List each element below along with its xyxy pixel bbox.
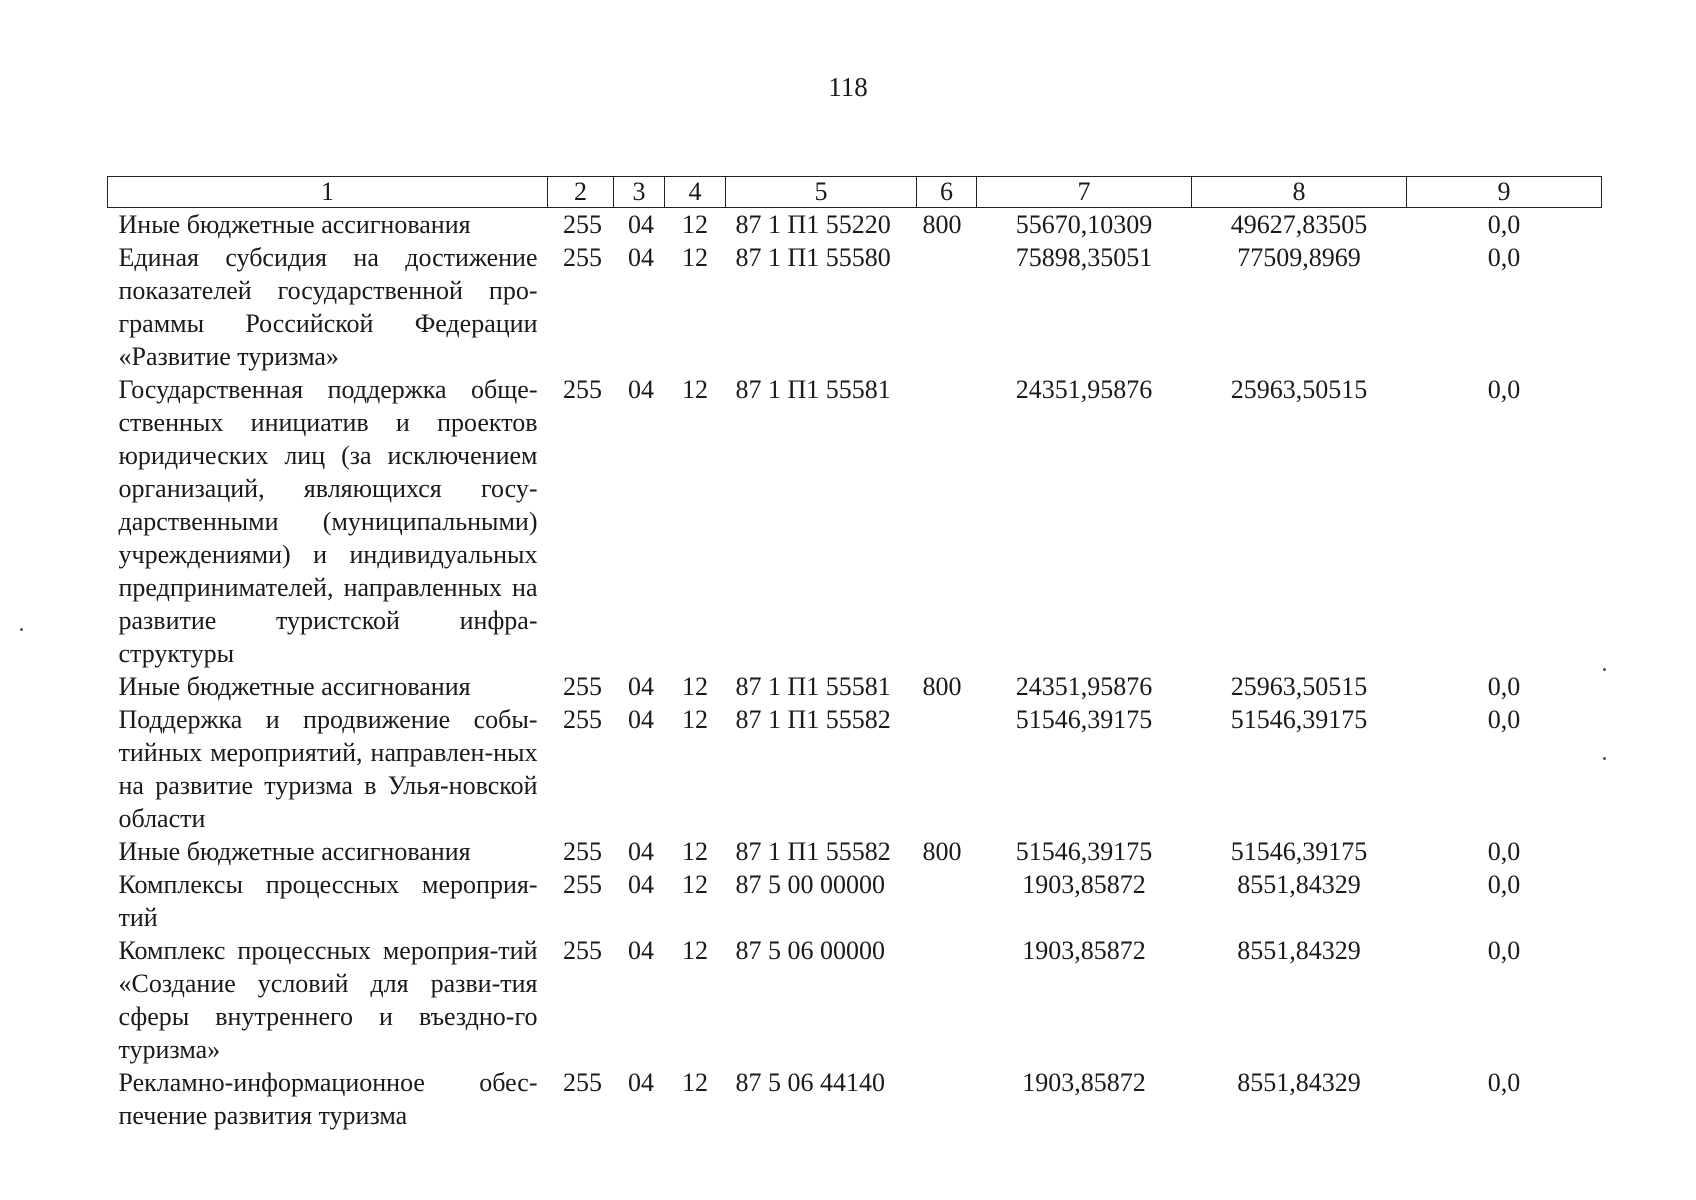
table-cell xyxy=(917,1066,977,1132)
table-cell: 0,0 xyxy=(1487,705,1521,734)
budget-allocation-table xyxy=(107,176,1602,1132)
column-header: 5 xyxy=(726,177,917,208)
table-cell: 75898,35051 xyxy=(1015,243,1153,272)
table-body xyxy=(108,208,1602,1133)
table-cell: 87 1 П1 55220 xyxy=(735,210,891,239)
table-cell: 1903,85872 xyxy=(1022,1068,1146,1097)
table-cell: 04 xyxy=(628,1068,654,1097)
table-cell: 04 xyxy=(628,672,654,701)
table-cell: 04 xyxy=(628,837,654,866)
table-cell: 0,0 xyxy=(1487,210,1521,239)
table-cell: 51546,39175 xyxy=(1230,837,1368,866)
table-cell: 12 xyxy=(682,672,708,701)
table-cell: 8551,84329 xyxy=(1237,870,1361,899)
table-cell: 255 xyxy=(563,870,602,899)
table-cell: 87 1 П1 55582 xyxy=(735,705,891,734)
table-row xyxy=(108,208,1602,242)
table-cell: 0,0 xyxy=(1487,870,1521,899)
table-row xyxy=(108,868,1602,934)
table-cell: 04 xyxy=(628,210,654,239)
row-name: Комплекс процессных мероприя-тий «Создание условий для разви-тия сферы внутреннего и въездно-го туризма» xyxy=(118,936,538,1064)
table-cell xyxy=(917,868,977,934)
table-cell: 24351,95876 xyxy=(1015,375,1153,404)
table-cell: 800 xyxy=(922,837,962,866)
row-name: Государственная поддержка обще-ственных инициатив и проектов юридических лиц (за исключением организаций, являющихся госу-дарственными (муниципальными) учреждениями) и индивидуальных предпринимателей, направленных на развитие туристской инфра-структуры xyxy=(118,375,538,668)
table-cell xyxy=(917,934,977,1066)
table-cell: 87 1 П1 55581 xyxy=(735,375,891,404)
table-cell: 87 5 06 00000 xyxy=(735,936,885,965)
table-cell: 255 xyxy=(563,375,602,404)
table-cell: 0,0 xyxy=(1487,672,1521,701)
table-cell: 12 xyxy=(682,705,708,734)
column-header: 2 xyxy=(548,177,614,208)
table-header xyxy=(108,177,1602,208)
table-cell: 12 xyxy=(682,210,708,239)
table-cell: 04 xyxy=(628,375,654,404)
row-name: Поддержка и продвижение собы-тийных мероприятий, направлен-ных на развитие туризма в Улья-новской области xyxy=(118,705,538,833)
table-cell: 87 1 П1 55582 xyxy=(735,837,891,866)
page-number: 118 xyxy=(828,72,868,102)
table-cell: 0,0 xyxy=(1487,1068,1521,1097)
table-cell: 255 xyxy=(563,1068,602,1097)
column-header: 1 xyxy=(108,177,548,208)
column-header: 6 xyxy=(917,177,977,208)
table-cell xyxy=(917,241,977,373)
scan-speck xyxy=(20,628,23,631)
table-cell: 255 xyxy=(563,672,602,701)
table-row xyxy=(108,703,1602,835)
column-header: 7 xyxy=(977,177,1192,208)
row-name: Комплексы процессных мероприя-тий xyxy=(118,870,538,932)
table-cell: 87 1 П1 55581 xyxy=(735,672,891,701)
table-cell: 12 xyxy=(682,375,708,404)
table-cell: 25963,50515 xyxy=(1230,375,1368,404)
table-cell: 51546,39175 xyxy=(1015,837,1153,866)
table-cell: 04 xyxy=(628,936,654,965)
table-cell: 255 xyxy=(563,243,602,272)
column-header: 3 xyxy=(614,177,665,208)
table-cell: 77509,8969 xyxy=(1237,243,1361,272)
table-cell: 255 xyxy=(563,705,602,734)
table-cell: 0,0 xyxy=(1487,837,1521,866)
header-row xyxy=(108,177,1602,208)
row-name: Иные бюджетные ассигнования xyxy=(118,837,471,866)
table-cell: 04 xyxy=(628,705,654,734)
table-cell: 51546,39175 xyxy=(1015,705,1153,734)
table-cell: 255 xyxy=(563,936,602,965)
row-name: Иные бюджетные ассигнования xyxy=(118,210,471,239)
row-name: Рекламно-информационное обес-печение развития туризма xyxy=(118,1068,538,1130)
table-cell xyxy=(917,373,977,670)
scan-speck xyxy=(1603,757,1606,760)
column-header: 8 xyxy=(1192,177,1407,208)
table-cell: 51546,39175 xyxy=(1230,705,1368,734)
table-cell: 25963,50515 xyxy=(1230,672,1368,701)
table-row xyxy=(108,373,1602,670)
scan-speck xyxy=(1603,668,1606,671)
table-cell: 1903,85872 xyxy=(1022,870,1146,899)
row-name: Единая субсидия на достижение показателей государственной про-граммы Российской Федерации «Развитие туризма» xyxy=(118,243,538,371)
table-cell: 49627,83505 xyxy=(1230,210,1368,239)
table-row xyxy=(108,670,1602,703)
table-row xyxy=(108,835,1602,868)
column-header: 9 xyxy=(1407,177,1602,208)
table-row xyxy=(108,1066,1602,1132)
table-row xyxy=(108,934,1602,1066)
table-cell: 04 xyxy=(628,243,654,272)
table-cell: 12 xyxy=(682,936,708,965)
column-header: 4 xyxy=(665,177,726,208)
table-cell: 8551,84329 xyxy=(1237,936,1361,965)
table-cell: 24351,95876 xyxy=(1015,672,1153,701)
table-cell: 255 xyxy=(563,837,602,866)
table-cell: 55670,10309 xyxy=(1015,210,1153,239)
table-cell: 0,0 xyxy=(1487,936,1521,965)
table-cell: 87 1 П1 55580 xyxy=(735,243,891,272)
table-cell: 0,0 xyxy=(1487,375,1521,404)
table-cell xyxy=(917,703,977,835)
table-cell: 800 xyxy=(922,210,962,239)
table-cell: 255 xyxy=(563,210,602,239)
table-cell: 12 xyxy=(682,870,708,899)
table-cell: 800 xyxy=(922,672,962,701)
table-cell: 12 xyxy=(682,1068,708,1097)
table-cell: 1903,85872 xyxy=(1022,936,1146,965)
table-cell: 04 xyxy=(628,870,654,899)
table-cell: 0,0 xyxy=(1487,243,1521,272)
table-cell: 87 5 00 00000 xyxy=(735,870,885,899)
table-row xyxy=(108,241,1602,373)
table-cell: 12 xyxy=(682,243,708,272)
table-cell: 8551,84329 xyxy=(1237,1068,1361,1097)
table-cell: 87 5 06 44140 xyxy=(735,1068,885,1097)
table-cell: 12 xyxy=(682,837,708,866)
row-name: Иные бюджетные ассигнования xyxy=(118,672,471,701)
